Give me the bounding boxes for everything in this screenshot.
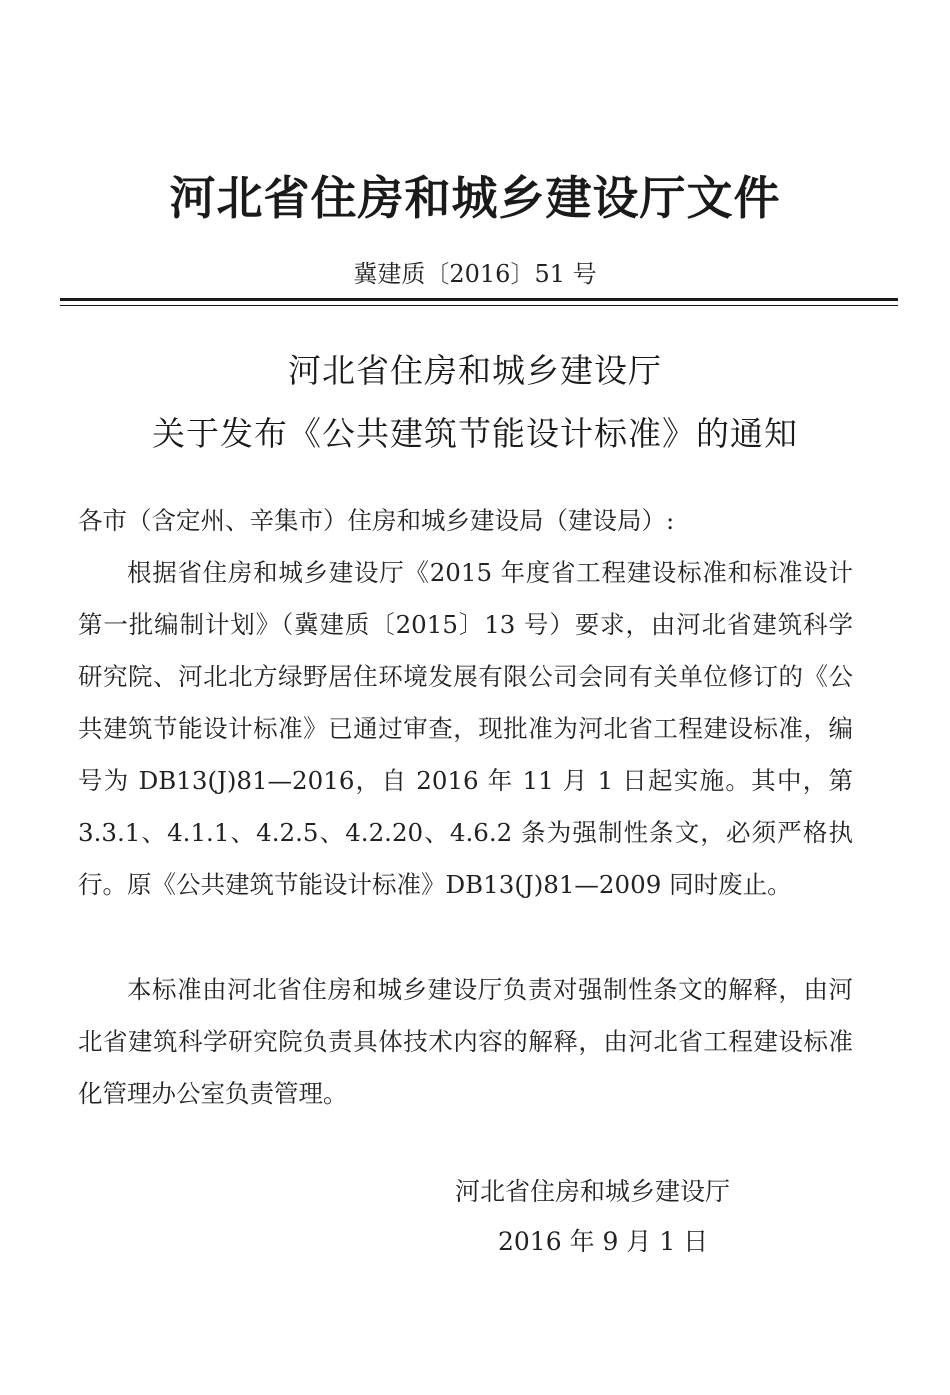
document-number: 冀建质〔2016〕51 号 — [353, 260, 597, 288]
body-paragraph-2: 本标准由河北省住房和城乡建设厅负责对强制性条文的解释，由河北省建筑科学研究院负责具体技术内容的解释，由河北省工程建设标准化管理办公室负责管理。 — [78, 975, 853, 1108]
issuing-authority-header: 河北省住房和城乡建设厅文件 — [169, 171, 781, 225]
addressee: 各市（含定州、辛集市）住房和城乡建设局（建设局）: — [78, 506, 675, 535]
notice-title-line1: 河北省住房和城乡建设厅 — [288, 351, 662, 390]
header-divider-thick — [60, 298, 898, 301]
header-divider-thin — [60, 305, 898, 306]
signature-date: 2016 年 9 月 1 日 — [498, 1227, 709, 1256]
signature-organization: 河北省住房和城乡建设厅 — [455, 1177, 731, 1206]
notice-title-line2: 关于发布《公共建筑节能设计标准》的通知 — [152, 414, 798, 453]
body-paragraph-1: 根据省住房和城乡建设厅《2015 年度省工程建设标准和标准设计第一批编制计划》（冀建质〔2015〕13 号）要求，由河北省建筑科学研究院、河北北方绿野居住环境发展有限公司会同有关单位修订的《公共建筑节能设计标准》已通过审查，现批准为河北省工程建设标准，编号为 DB13(J)81—2016，自 2016 年 11 月 1 日起实施。其中，第 3.3.1、4.1.1、4.2.5、4.2.20、4.6.2 条为强制性条文，必须严格执行。原《公共建筑节能设计标准》DB13(J)81—2009 同时废止。 — [78, 558, 853, 899]
